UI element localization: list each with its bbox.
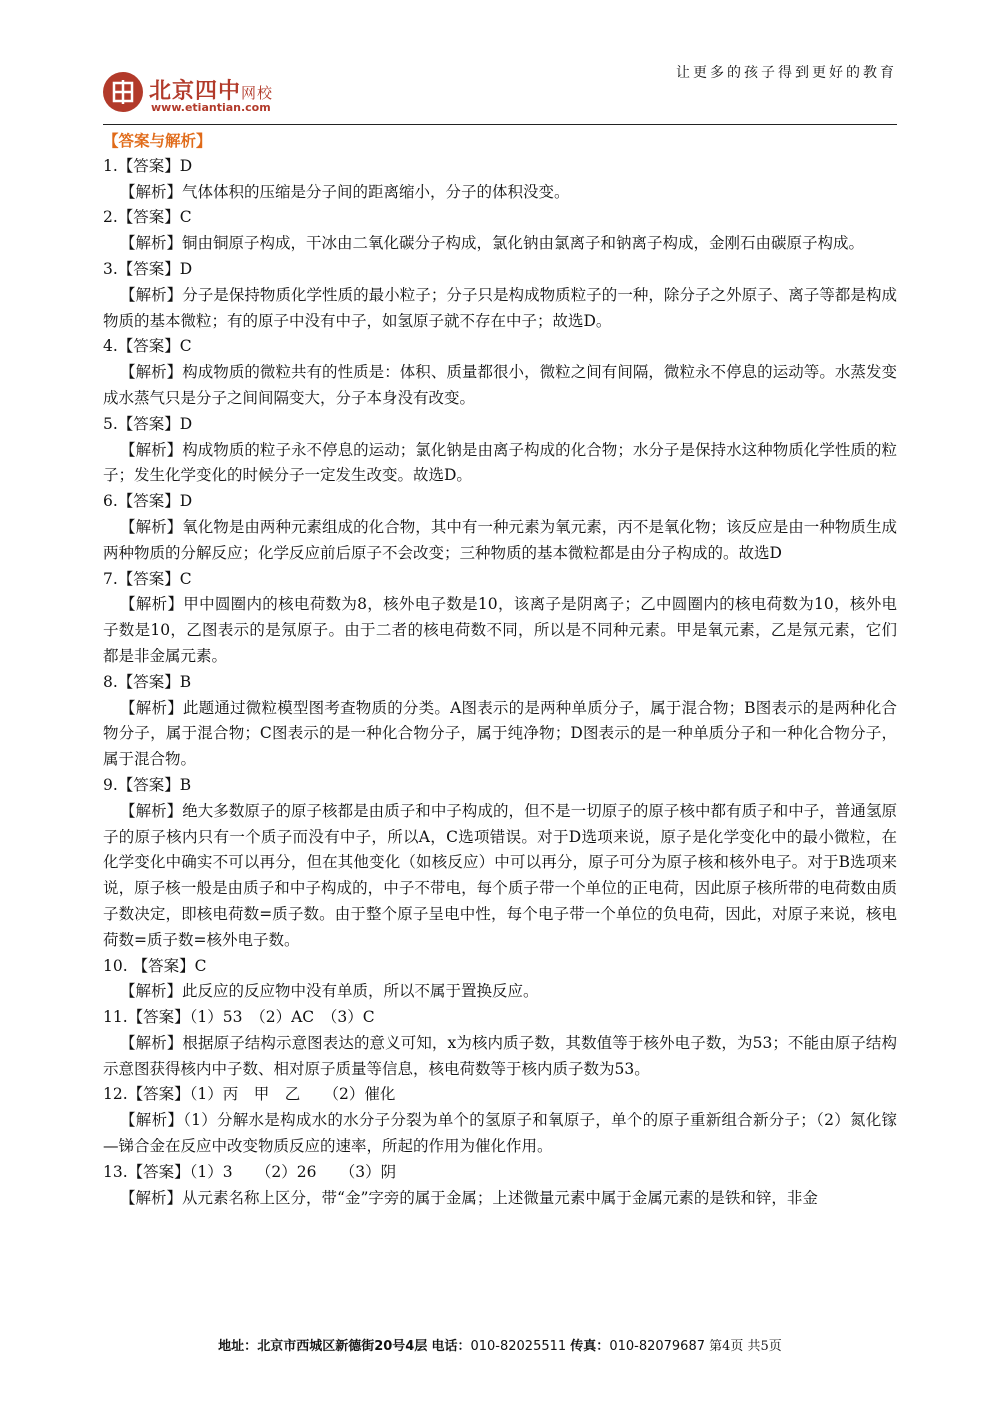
- answer-line: 12.【答案】（1）丙 甲 乙 （2）催化: [103, 1085, 396, 1104]
- address-label: 地址：: [218, 1339, 258, 1354]
- slogan: 让更多的孩子得到更好的教育: [676, 65, 897, 81]
- explanation-text: 【解析】构成物质的粒子永不停息的运动；氯化钠是由离子构成的化合物；水分子是保持水这种物质化学性质的粒子；发生化学变化的时候分子一定发生改变。故选D。: [103, 440, 897, 485]
- logo-url: www.etiantian.com: [151, 101, 271, 114]
- explanation-text: 【解析】铜由铜原子构成，干冰由二氧化碳分子构成，氯化钠由氯离子和钠离子构成，金刚石由碳原子构成。: [120, 234, 865, 253]
- explanation-text: 【解析】根据原子结构示意图表达的意义可知，x为核内质子数，其数值等于核外电子数，为53；不能由原子结构示意图获得核内中子数、相对原子质量等信息，核电荷数等于核内质子数为53。: [103, 1033, 897, 1078]
- section-title: 【答案与解析】: [103, 131, 212, 150]
- explanation-text: 【解析】分子是保持物质化学性质的最小粒子；分子只是构成物质粒子的一种，除分子之外原子、离子等都是构成物质的基本微粒；有的原子中没有中子，如氢原子就不存在中子；故选D。: [103, 285, 897, 330]
- logo-emblem-icon: [103, 72, 143, 112]
- fax-label: 传真：: [570, 1339, 610, 1354]
- answer-line: 5.【答案】D: [103, 414, 193, 433]
- explanation-text: 【解析】绝大多数原子的原子核都是由质子和中子构成的，但不是一切原子的原子核中都有质子和中子，普通氢原子的原子核内只有一个质子而没有中子，所以A，C选项错误。对于D选项来说，原子是化学变化中的最小微粒，在化学变化中确实不可以再分，但在其他变化（如核反应）中可以再分，原子可分为原子核和核外电子。对于B选项来说，原子核一般是由质子和中子构成的，中子不带电，每个质子带一个单位的正电荷，因此原子核所带的电荷数由质子数决定，即核电荷数=质子数。由于整个原子呈电中性，每个电子带一个单位的负电荷，因此，对原子来说，核电荷数=质子数=核外电子数。: [103, 801, 897, 949]
- answer-line: 7.【答案】C: [103, 569, 192, 588]
- answer-line: 1.【答案】D: [103, 156, 193, 175]
- fax: 010-82079687: [609, 1339, 705, 1354]
- header-divider: [103, 124, 897, 125]
- answer-line: 10. 【答案】C: [103, 956, 207, 975]
- phone: 010-82025511: [470, 1339, 567, 1354]
- answer-line: 8.【答案】B: [103, 672, 192, 691]
- page-footer: [0, 1335, 1000, 1354]
- phone-label: 电话：: [431, 1339, 471, 1354]
- logo-text: 北京四中网校: [149, 78, 274, 104]
- answer-line: 6.【答案】D: [103, 492, 193, 511]
- explanation-text: 【解析】此反应的反应物中没有单质，所以不属于置换反应。: [120, 982, 539, 1001]
- answer-line: 4.【答案】C: [103, 337, 192, 356]
- explanation-text: 【解析】（1）分解水是构成水的水分子分裂为单个的氢原子和氧原子，单个的原子重新组合新分子；（2）氮化镓—锑合金在反应中改变物质反应的速率，所起的作用为催化作用。: [103, 1111, 897, 1156]
- page-number: 第4页 共5页: [709, 1339, 782, 1354]
- answer-section: [103, 128, 897, 1211]
- address: 北京市西城区新德街20号4层: [257, 1339, 428, 1354]
- answer-line: 3.【答案】D: [103, 259, 193, 278]
- answer-line: 9.【答案】B: [103, 775, 192, 794]
- answer-line: 11.【答案】（1）53 （2）AC （3）C: [103, 1008, 375, 1027]
- explanation-text: 【解析】气体体积的压缩是分子间的距离缩小，分子的体积没变。: [120, 182, 570, 201]
- explanation-text: 【解析】氧化物是由两种元素组成的化合物，其中有一种元素为氧元素，丙不是氧化物；该反应是由一种物质生成两种物质的分解反应；化学反应前后原子不会改变；三种物质的基本微粒都是由分子构成的。故选D: [103, 517, 897, 562]
- logo: [103, 72, 293, 120]
- explanation-text: 【解析】甲中圆圈内的核电荷数为8，核外电子数是10，该离子是阴离子；乙中圆圈内的核电荷数为10，核外电子数是10，乙图表示的是氖原子。由于二者的核电荷数不同，所以是不同种元素。甲是氧元素，乙是氖元素，它们都是非金属元素。: [103, 595, 897, 665]
- explanation-text: 【解析】此题通过微粒模型图考查物质的分类。A图表示的是两种单质分子，属于混合物；B图表示的是两种化合物分子，属于混合物；C图表示的是一种化合物分子，属于纯净物；D图表示的是一种单质分子和一种化合物分子，属于混合物。: [103, 698, 897, 769]
- answer-line: 2.【答案】C: [103, 208, 192, 227]
- answer-list: [103, 154, 897, 1212]
- page-header: [0, 0, 1000, 130]
- explanation-text: 【解析】从元素名称上区分，带“金”字旁的属于金属；上述微量元素中属于金属元素的是铁和锌，非金: [120, 1188, 818, 1207]
- explanation-text: 【解析】构成物质的微粒共有的性质是：体积、质量都很小，微粒之间有间隔，微粒永不停息的运动等。水蒸发变成水蒸气只是分子之间间隔变大，分子本身没有改变。: [103, 363, 897, 407]
- answer-line: 13.【答案】（1）3 （2）26 （3）阴: [103, 1162, 397, 1181]
